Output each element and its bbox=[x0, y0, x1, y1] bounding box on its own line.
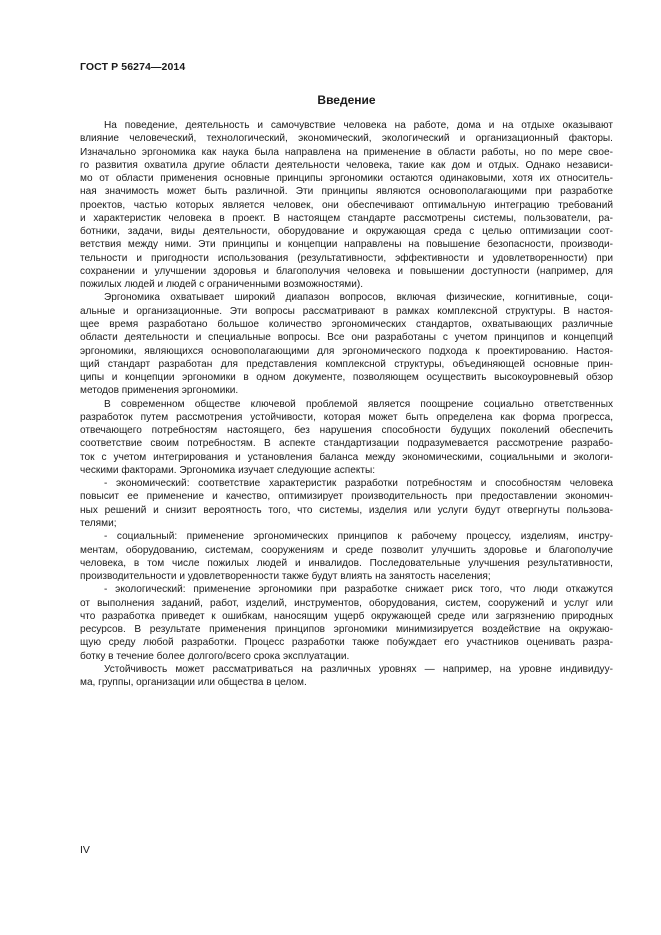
text-line: от выполнения заданий, работ, изделий, инструментов, оборудования, систем, сооружений и услуг или bbox=[80, 597, 613, 609]
text-line: соответствие своим потребностям. В аспекте стандартизации подразумевается рассмотрение разрабо- bbox=[80, 438, 613, 450]
text-line: Эргономика охватывает широкий диапазон вопросов, включая физические, когнитивные, соци- bbox=[104, 292, 613, 304]
text-line: щую среду любой разработки. Процесс разработки также побуждает его участников оценивать разра- bbox=[80, 637, 613, 649]
text-line: эргономики, являющихся основополагающими для эргономического подхода к проектированию. Настоя- bbox=[80, 345, 613, 357]
text-line: производительности и удовлетворенности также будут влиять на занятость населения; bbox=[80, 571, 491, 583]
text-line: - социальный: применение эргономических принципов к рабочему процессу, изделиям, инстру- bbox=[104, 531, 613, 543]
text-line: и характеристик человека в проект. В настоящем стандарте рассмотрены системы, пользователи, ра- bbox=[80, 212, 613, 224]
text-line: щий стандарт разработан для представления комплексной структуры, объединяющей основные прин- bbox=[80, 358, 613, 370]
text-line: ных решений и снизит вероятность того, что системы, изделия или услуги будут отвергнуты пользова- bbox=[80, 504, 613, 516]
text-line: разработок путем рассмотрения устойчивости, которая может быть определена как форма прогресса, bbox=[80, 411, 613, 423]
text-line: проектов, частью которых является человек, они обеспечивают оптимальную интеграцию требований bbox=[80, 199, 613, 211]
text-line: - экономический: соответствие характеристик разработки потребностям и способностям человека bbox=[104, 478, 613, 490]
text-line: повысит ее применение и качество, оптимизирует производительность при предоставлении экономич- bbox=[80, 491, 613, 503]
text-line: ментам, оборудованию, системам, сооружениям и среде позволит улучшить здоровье и благополучие bbox=[80, 544, 613, 556]
text-line: альные и организационные. Эти вопросы рассматривают в рамках комплексной структуры. В настоя- bbox=[80, 305, 613, 317]
text-line: человека, в том числе пожилых людей и инвалидов. Последовательные улучшения результативности, bbox=[80, 557, 613, 569]
text-line: ресурсов. В результате применения принципов эргономики минимизируется воздействие на окружаю- bbox=[80, 624, 613, 636]
text-line: ботку в течение более долгого/всего срока эксплуатации. bbox=[80, 650, 350, 662]
text-line: щее время разработано большое количество эргономических стандартов, охватывающих различные bbox=[80, 318, 613, 330]
text-line: ветствия между ними. Эти принципы и концепции направлены на повышение безопасности, производи- bbox=[80, 239, 613, 251]
text-line: телями; bbox=[80, 517, 117, 529]
text-line: го развития охватила другие области деятельности человека, такие как дом и отдых. Однако независи- bbox=[80, 159, 613, 171]
text-line: методов применения эргономики. bbox=[80, 385, 239, 397]
text-line: тельности и пригодности использования (результативности, эффективности и удовлетворенности) при bbox=[80, 252, 613, 264]
text-line: В современном обществе ключевой проблемой является поощрение социально ответственных bbox=[104, 398, 613, 410]
text-line: что разработка приведет к ошибкам, наносящим ущерб окружающей среде или загрязнению природных bbox=[80, 610, 613, 622]
text-line: - экологический: применение эргономики при разработке снижает риск того, что люди откажутся bbox=[104, 584, 613, 596]
text-line: мо от области применения основные принципы эргономики остаются одинаковыми, хотя их относитель- bbox=[80, 173, 613, 185]
text-line: области деятельности и специальные вопросы. Все они разработаны с учетом принципов и концепций bbox=[80, 332, 613, 344]
body-text bbox=[80, 119, 613, 689]
text-line: ная значимость может быть различной. Эти принципы являются основополагающими при разработке bbox=[80, 186, 613, 198]
text-line: Изначально эргономика как наука была направлена на применение в области работы, но по мере свое- bbox=[80, 146, 613, 158]
text-line: ботники, задачи, виды деятельности, оборудование и окружающая среда с целью оптимизации соот- bbox=[80, 226, 613, 238]
text-line: Устойчивость может рассматриваться на различных уровнях — например, на уровне индивидуу- bbox=[104, 663, 613, 675]
text-line: ципы и концепции эргономики в одном документе, позволяющем осуществить высокоуровневый обзор bbox=[80, 372, 613, 384]
document-code: ГОСТ Р 56274—2014 bbox=[80, 61, 186, 73]
text-line: влияние человеческий, технологический, экономический, экологический и организационный факторы. bbox=[80, 133, 613, 145]
text-line: ток с учетом интегрирования и установления баланса между экономическими, социальными и экологи- bbox=[80, 451, 613, 463]
text-line: сохранении и улучшении здоровья и благополучия человека и повышении доступности (например, для bbox=[80, 265, 613, 277]
section-title: Введение bbox=[317, 93, 376, 107]
text-line: ма, группы, организации или общества в целом. bbox=[80, 677, 307, 689]
text-line: отвечающего потребностям настоящего, без нарушения способности будущих поколений обеспечить bbox=[80, 425, 613, 437]
text-line: ческими факторами. Эргономика изучает следующие аспекты: bbox=[80, 464, 376, 476]
text-line: пожилых людей и людей с ограниченными возможностями). bbox=[80, 279, 364, 291]
text-line: На поведение, деятельность и самочувствие человека на работе, дома и на отдыхе оказывают bbox=[104, 120, 613, 131]
page-number: IV bbox=[80, 844, 90, 856]
